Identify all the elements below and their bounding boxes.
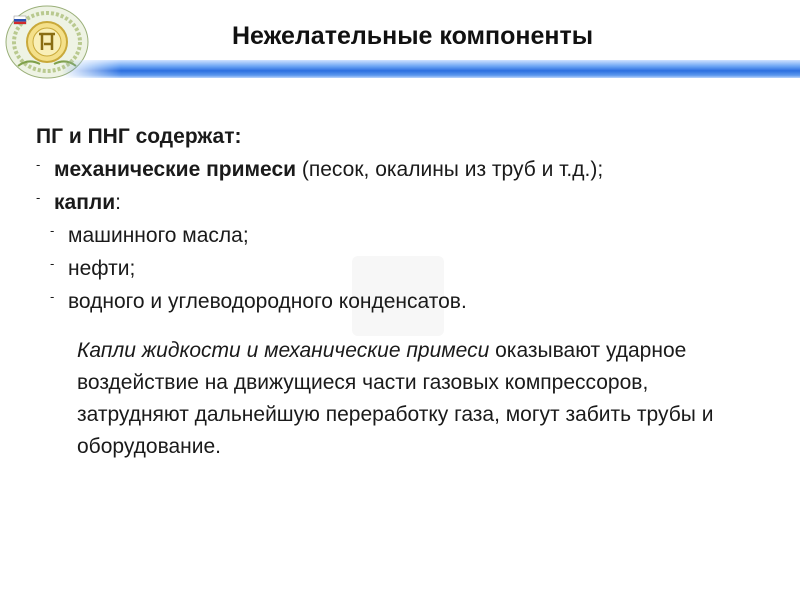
paragraph-text: оказывают ударное воздействие на движущиеся части газовых компрессоров, затрудняют дальнейшую переработку газа, могут забить трубы и оборудование. [77, 339, 714, 458]
bullet-bold-text: механические примеси [54, 158, 297, 181]
bullet-mechanical-impurities [36, 153, 776, 186]
paragraph-italic-text: Капли жидкости и механические примеси [77, 339, 490, 362]
bullet-text: : [115, 191, 121, 214]
dash-bullet-icon: - [36, 157, 41, 172]
dash-bullet-icon: - [36, 190, 41, 205]
sub-bullet-item [36, 252, 776, 285]
bullet-droplets [36, 186, 776, 219]
content-heading: ПГ и ПНГ содержат: [36, 125, 242, 148]
dash-bullet-icon: - [50, 256, 55, 271]
dash-bullet-icon: - [50, 289, 55, 304]
bullet-bold-text: капли [54, 191, 116, 214]
dash-bullet-icon: - [50, 223, 55, 238]
title-underline-bar [62, 60, 800, 78]
page-title: Нежелательные компоненты [232, 22, 594, 50]
sub-bullet-item [36, 219, 776, 252]
sub-bullet-text: машинного масла; [68, 224, 249, 247]
description-paragraph [36, 335, 757, 463]
sub-bullet-item [36, 285, 776, 318]
sub-bullet-text: водного и углеводородного конденсатов. [68, 290, 467, 313]
sub-bullet-text: нефти; [68, 257, 136, 280]
slide-body [36, 120, 776, 463]
bullet-text: (песок, окалины из труб и т.д.); [296, 158, 604, 181]
